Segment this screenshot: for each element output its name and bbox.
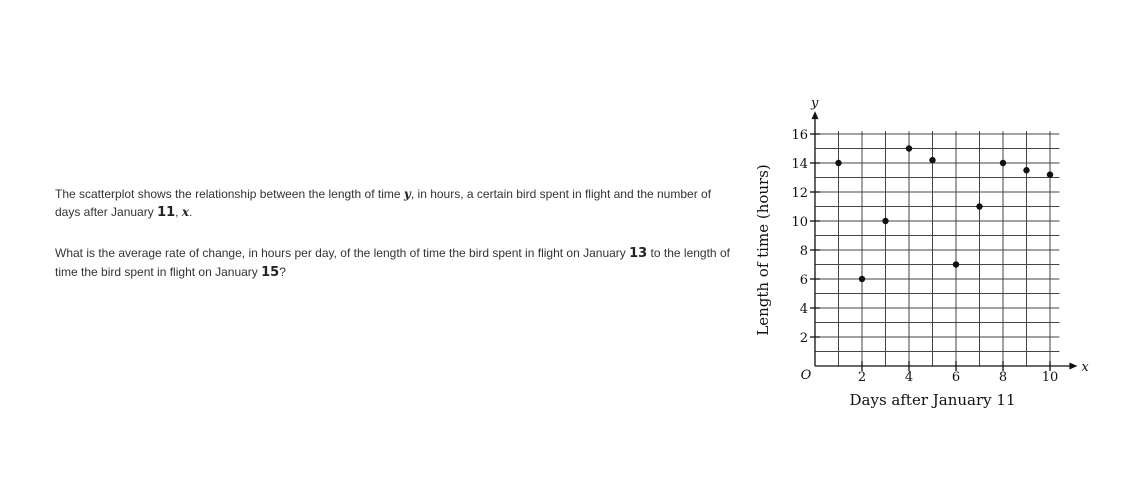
question-text-part: to the length of time the bird spent in flight on January [55,246,730,279]
x-axis-arrow [1069,363,1077,370]
y-axis-title: Length of time (hours) [754,164,772,336]
variable-y: y [403,187,411,201]
x-tick-label: 4 [904,370,914,385]
day1-number: 13 [629,246,648,261]
x-axis-variable: x [1081,360,1089,375]
scatter-point [976,203,982,209]
y-tick-label: 8 [799,244,808,259]
question-text-part: , in hours, a certain bird spent in flight and the number of days after January [55,187,712,219]
scatter-point [1000,160,1006,166]
question-text-part: , [175,205,182,219]
y-axis-variable: y [811,96,819,112]
question-text-part: ? [279,265,286,279]
question-paragraph-context [55,185,735,222]
y-axis-arrow [812,111,819,119]
question-text-part: What is the average rate of change, in hours per day, of the length of time the bird spent in flight on January [55,246,630,260]
x-tick-label: 10 [1041,370,1059,385]
start-day-number: 11 [157,205,176,220]
y-tick-label: 2 [799,331,808,346]
origin-label: O [800,368,812,383]
scatter-point [1047,171,1053,177]
scatterplot [740,95,1100,415]
y-tick-label: 16 [791,128,808,143]
y-tick-label: 6 [799,273,808,288]
question-text [55,185,735,282]
scatter-point [929,157,935,163]
y-tick-label: 12 [791,186,808,201]
x-tick-label: 2 [857,370,867,385]
scatter-point [1023,167,1029,173]
y-tick-label: 4 [799,302,808,317]
x-tick-label: 8 [998,370,1008,385]
x-axis-title: Days after January 11 [849,391,1016,409]
variable-x: x [181,205,189,219]
scatter-point [906,145,912,151]
scatter-point [882,218,888,224]
scatter-point [835,160,841,166]
y-tick-label: 10 [791,215,808,230]
day2-number: 15 [261,265,280,280]
x-tick-label: 6 [951,370,961,385]
scatter-point [953,261,959,267]
question-text-part: The scatterplot shows the relationship between the length of time [55,187,404,201]
question-paragraph-prompt [55,244,735,282]
question-text-part: . [188,205,193,219]
y-tick-label: 14 [791,157,808,172]
scatter-point [859,276,865,282]
